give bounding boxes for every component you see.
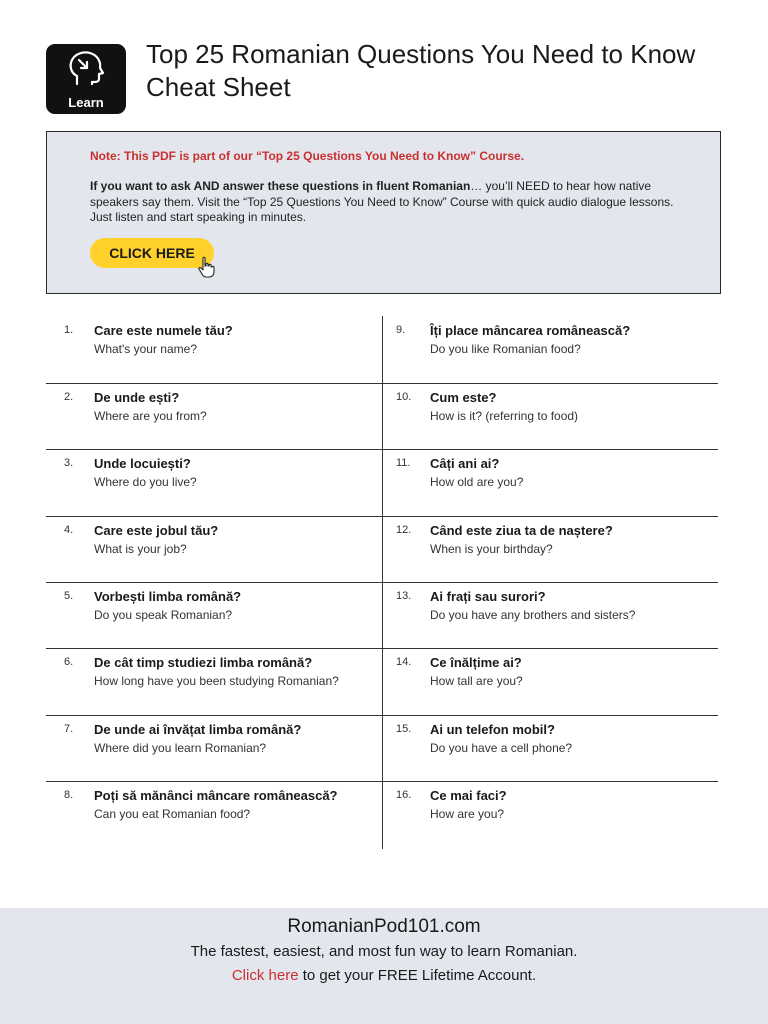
- note-body: [90, 179, 690, 226]
- question-number: 13.: [396, 590, 412, 602]
- question-romanian: Cum este?: [430, 390, 497, 405]
- question-romanian: Vorbești limba română?: [94, 589, 242, 604]
- question-romanian: Ce mai faci?: [430, 788, 507, 803]
- hand-cursor-icon: [197, 256, 217, 278]
- question-item: [46, 781, 382, 848]
- footer-cta: [0, 967, 768, 984]
- question-english: How long have you been studying Romanian?: [94, 674, 339, 688]
- question-number: 6.: [64, 656, 74, 668]
- question-item: [383, 648, 718, 715]
- question-english: How are you?: [430, 807, 505, 821]
- note-bold-lead: If you want to ask AND answer these questions in fluent Romanian: [90, 179, 471, 193]
- question-item: [46, 449, 382, 516]
- question-number: 15.: [396, 723, 412, 735]
- question-english: Where are you from?: [94, 409, 207, 423]
- question-item: [383, 449, 718, 516]
- click-here-button[interactable]: CLICK HERE: [90, 238, 214, 268]
- course-note-panel: [46, 131, 721, 294]
- question-number: 8.: [64, 789, 74, 801]
- question-item: [383, 781, 718, 848]
- questions-grid: [46, 316, 718, 849]
- question-item: [46, 516, 382, 583]
- question-english: What is your job?: [94, 542, 187, 556]
- question-romanian: Îți place mâncarea românească?: [430, 323, 631, 338]
- question-romanian: Ce înălțime ai?: [430, 655, 522, 670]
- footer-site-link[interactable]: RomanianPod101.com: [287, 916, 481, 937]
- question-english: Where do you live?: [94, 475, 197, 489]
- question-item: [46, 316, 382, 383]
- question-item: [383, 715, 718, 782]
- question-item: [46, 383, 382, 450]
- question-romanian: Ai frați sau surori?: [430, 589, 546, 604]
- question-romanian: Poți să mănânci mâncare românească?: [94, 788, 338, 803]
- question-item: [383, 582, 718, 649]
- head-learning-icon: [65, 50, 107, 90]
- question-romanian: De unde ești?: [94, 390, 180, 405]
- question-english: Do you have a cell phone?: [430, 741, 573, 755]
- question-number: 11.: [396, 457, 411, 469]
- question-romanian: Ai un telefon mobil?: [430, 722, 555, 737]
- question-english: How is it? (referring to food): [430, 409, 579, 423]
- footer-cta-text: to get your FREE Lifetime Account.: [298, 967, 537, 984]
- question-romanian: Care este jobul tău?: [94, 523, 219, 538]
- question-number: 14.: [396, 656, 412, 668]
- question-romanian: De unde ai învățat limba română?: [94, 722, 302, 737]
- question-item: [46, 582, 382, 649]
- question-number: 4.: [64, 524, 74, 536]
- footer-banner: [0, 908, 768, 1024]
- question-number: 9.: [396, 324, 406, 336]
- question-english: How tall are you?: [430, 674, 523, 688]
- question-number: 2.: [64, 391, 74, 403]
- question-number: 16.: [396, 789, 412, 801]
- logo-label: Learn: [68, 95, 104, 110]
- question-number: 10.: [396, 391, 412, 403]
- question-english: How old are you?: [430, 475, 524, 489]
- question-number: 3.: [64, 457, 74, 469]
- question-romanian: Care este numele tău?: [94, 323, 233, 338]
- question-romanian: Unde locuiești?: [94, 456, 191, 471]
- note-body-text: … you’ll NEED to hear how native speakers say them. Visit the “Top 25 Questions You Need to Know” Course with quick audio dialogue lessons. Just listen and start speaking in minutes.: [90, 179, 674, 224]
- question-number: 7.: [64, 723, 74, 735]
- question-english: What's your name?: [94, 342, 198, 356]
- footer-click-here-link[interactable]: Click here: [231, 967, 299, 984]
- question-english: Can you eat Romanian food?: [94, 807, 251, 821]
- question-number: 12.: [396, 524, 412, 536]
- question-item: [383, 383, 718, 450]
- question-english: Do you like Romanian food?: [430, 342, 581, 356]
- question-english: Where did you learn Romanian?: [94, 741, 267, 755]
- footer-tagline: The fastest, easiest, and most fun way to learn Romanian.: [190, 943, 578, 960]
- page-title: Top 25 Romanian Questions You Need to Know Cheat Sheet: [146, 39, 696, 102]
- question-romanian: Când este ziua ta de naștere?: [430, 523, 613, 538]
- question-item: [46, 648, 382, 715]
- question-romanian: Câți ani ai?: [430, 456, 500, 471]
- question-item: [383, 516, 718, 583]
- question-item: [383, 316, 718, 383]
- question-number: 1.: [64, 324, 74, 336]
- question-english: Do you speak Romanian?: [94, 608, 233, 622]
- question-english: Do you have any brothers and sisters?: [430, 608, 636, 622]
- question-romanian: De cât timp studiezi limba română?: [94, 655, 313, 670]
- question-item: [46, 715, 382, 782]
- question-english: When is your birthday?: [430, 542, 553, 556]
- learn-logo: [46, 44, 126, 114]
- note-heading: Note: This PDF is part of our “Top 25 Questions You Need to Know” Course.: [90, 149, 525, 163]
- question-number: 5.: [64, 590, 74, 602]
